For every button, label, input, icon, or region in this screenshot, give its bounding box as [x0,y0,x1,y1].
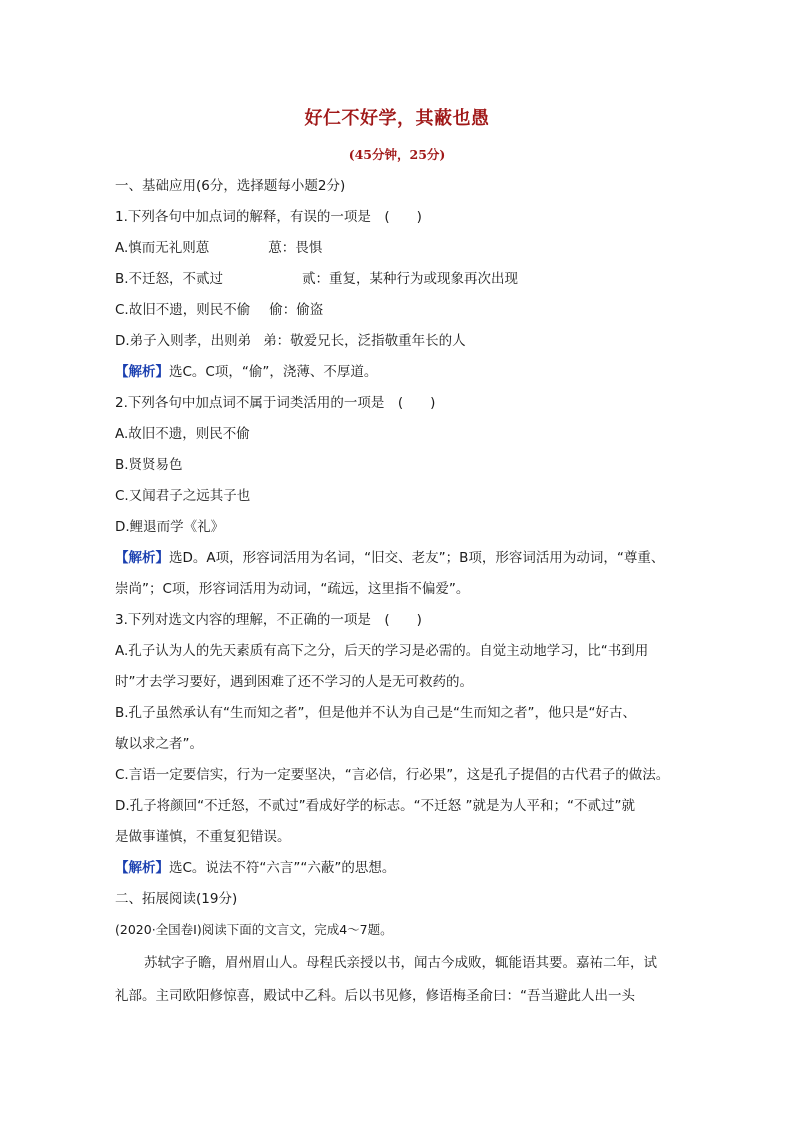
question-3-option-c: C.言语一定要信实，行为一定要坚决，“言必信，行必果”，这是孔子提倡的古代君子的做法。 [115,767,670,783]
question-2-option-c: C.又闻君子之远其子也 [115,488,251,504]
page-subtitle: (45分钟，25分) [348,147,446,162]
option-a-text: A.慎而无礼则葸 [115,240,210,256]
option-c-gloss: 偷：偷盗 [269,302,324,318]
analysis-text: 选C。说法不符“六言”“六蔽”的思想。 [169,860,396,876]
option-b-gloss: 贰：重复，某种行为或现象再次出现 [302,271,519,287]
question-3-analysis [115,859,395,877]
question-2-stem: 2.下列各句中加点词不属于词类活用的一项是 ( ) [115,395,436,411]
analysis-tag: 【解析】 [115,364,169,380]
question-1-analysis [115,363,377,381]
option-a-gloss: 葸：畏惧 [268,240,323,256]
section-heading-basic: 一、基础应用(6分，选择题每小题2分) [115,178,346,194]
question-2-analysis [115,549,664,567]
analysis-tag: 【解析】 [115,860,169,876]
question-2-option-b: B.贤贤易色 [115,457,183,473]
page-title: 好仁不好学，其蔽也愚 [304,108,490,129]
question-1-option-a [115,239,322,257]
option-c-text: C.故旧不遗，则民不偷 [115,302,251,318]
reading-intro: (2020·全国卷Ⅰ)阅读下面的文言文，完成4～7题。 [115,922,393,937]
question-2-option-d: D.鲤退而学《礼》 [115,519,225,535]
analysis-text: 选D。A项，形容词活用为名词，“旧交、老友”；B项，形容词活用为动词，“尊重、 [169,550,665,566]
passage-line: 礼部。主司欧阳修惊喜，殿试中乙科。后以书见修，修语梅圣俞曰：“吾当避此人出一头 [115,988,635,1004]
question-3-option-d: D.孔子将颜回“不迁怒，不贰过”看成好学的标志。“不迁怒 ”就是为人平和；“不贰过”就 [115,798,635,814]
option-d-gloss: 弟：敬爱兄长，泛指敬重年长的人 [263,333,466,349]
option-b-text: B.不迁怒，不贰过 [115,271,224,287]
question-3-option-a: A.孔子认为人的先天素质有高下之分，后天的学习是必需的。自觉主动地学习，比“书到用 [115,643,649,659]
passage-line: 苏轼字子瞻，眉州眉山人。母程氏亲授以书，闻古今成败，辄能语其要。嘉祐二年，试 [144,955,657,971]
question-3-option-b: B.孔子虽然承认有“生而知之者”，但是他并不认为自己是“生而知之者”，他只是“好古、 [115,705,637,721]
question-1-option-d [115,332,466,350]
option-d-text: D.弟子入则孝，出则弟 [115,333,252,349]
question-1-option-c [115,301,323,319]
question-2-analysis-cont: 崇尚”；C项，形容词活用为动词，“疏远，这里指不偏爱”。 [115,581,470,597]
question-2-option-a: A.故旧不遗，则民不偷 [115,426,250,442]
section-heading-extended: 二、拓展阅读(19分) [115,891,238,907]
question-1-option-b [115,270,518,288]
analysis-text: 选C。C项，“偷”，浇薄、不厚道。 [169,364,378,380]
question-3-option-a-cont: 时”才去学习要好，遇到困难了还不学习的人是无可救药的。 [115,674,473,690]
question-1-stem: 1.下列各句中加点词的解释，有误的一项是 ( ) [115,209,422,225]
question-3-stem: 3.下列对选文内容的理解，不正确的一项是 ( ) [115,612,422,628]
question-3-option-b-cont: 敏以求之者”。 [115,736,203,752]
question-3-option-d-cont: 是做事谨慎，不重复犯错误。 [115,829,291,845]
analysis-tag: 【解析】 [115,550,169,566]
